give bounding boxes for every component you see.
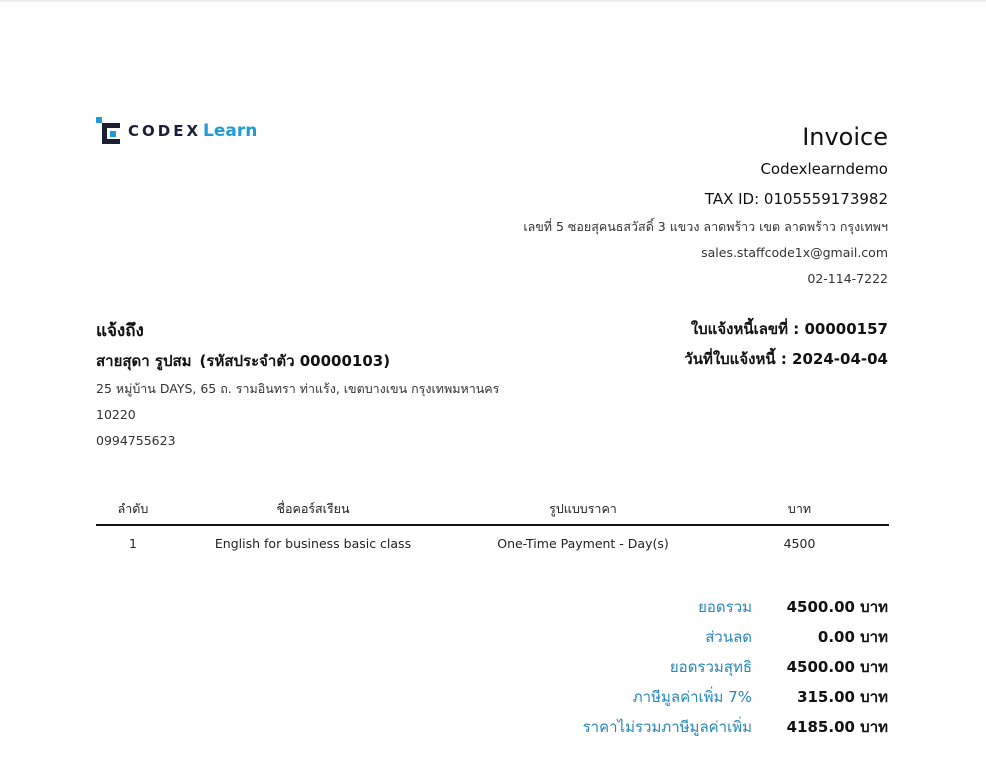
tax-id: TAX ID: 0105559173982 bbox=[704, 190, 888, 208]
invoice-date: วันที่ใบแจ้งหนี้ : 2024-04-04 bbox=[684, 350, 888, 368]
document-title: Invoice bbox=[802, 123, 888, 151]
cell-course-name: English for business basic class bbox=[214, 535, 412, 551]
cell-index: 1 bbox=[129, 535, 137, 551]
net-total-value: 4500.00 บาท bbox=[786, 658, 888, 676]
company-email: sales.staffcode1x@gmail.com bbox=[701, 245, 888, 260]
header-course-name: ชื่อคอร์สเรียน bbox=[170, 494, 456, 525]
total-row-discount bbox=[583, 622, 888, 652]
net-total-label: ยอดรวมสุทธิ bbox=[669, 658, 752, 676]
logo-text-learn: Learn bbox=[203, 121, 258, 141]
customer-name: สายสุดา รูปสม bbox=[96, 352, 192, 370]
cell-price-type: One-Time Payment - Day(s) bbox=[497, 535, 669, 551]
vat-label: ภาษีมูลค่าเพิ่ม 7% bbox=[632, 688, 752, 706]
header-price-type: รูปแบบราคา bbox=[456, 494, 710, 525]
top-divider bbox=[0, 0, 986, 2]
subtotal-value: 4500.00 บาท bbox=[786, 598, 888, 616]
company-phone: 02-114-7222 bbox=[807, 271, 888, 286]
invoice-number: ใบแจ้งหนี้เลขที่ : 00000157 bbox=[690, 320, 888, 338]
pre-vat-label: ราคาไม่รวมภาษีมูลค่าเพิ่ม bbox=[582, 718, 752, 736]
customer-phone: 0994755623 bbox=[96, 433, 176, 448]
items-table bbox=[96, 494, 889, 560]
subtotal-label: ยอดรวม bbox=[698, 598, 752, 616]
logo-text-codex: CODEX bbox=[128, 122, 202, 140]
company-logo bbox=[96, 116, 257, 146]
header-index: ลำดับ bbox=[96, 494, 170, 525]
bill-to-title: แจ้งถึง bbox=[96, 321, 144, 341]
company-name: Codexlearndemo bbox=[760, 160, 888, 178]
customer-address: 25 หมู่บ้าน DAYS, 65 ถ. รามอินทรา ท่าแร้ง, เขตบางเขน กรุงเทพมหานคร bbox=[96, 381, 500, 396]
cell-amount: 4500 bbox=[783, 535, 816, 551]
customer-postcode: 10220 bbox=[96, 407, 136, 422]
header-amount: บาท bbox=[710, 494, 889, 525]
customer-line bbox=[96, 350, 499, 372]
company-info bbox=[523, 120, 888, 288]
total-row-vat bbox=[583, 682, 888, 712]
customer-code: (รหัสประจำตัว 00000103) bbox=[199, 352, 391, 370]
bill-to-section bbox=[96, 318, 499, 450]
vat-value: 315.00 บาท bbox=[797, 688, 888, 706]
company-address: เลขที่ 5 ซอยสุคนธสวัสดิ์ 3 แขวง ลาดพร้าว เขต ลาดพร้าว กรุงเทพฯ bbox=[523, 219, 888, 234]
discount-label: ส่วนลด bbox=[705, 628, 752, 646]
table-header-row bbox=[96, 494, 889, 525]
total-row-net bbox=[583, 652, 888, 682]
invoice-meta bbox=[684, 318, 888, 370]
discount-value: 0.00 บาท bbox=[817, 628, 888, 646]
pre-vat-value: 4185.00 บาท bbox=[786, 718, 888, 736]
totals-section bbox=[583, 592, 888, 742]
total-row-pre-vat bbox=[583, 712, 888, 742]
codex-logo-icon bbox=[96, 117, 122, 145]
table-row bbox=[96, 525, 889, 560]
total-row-subtotal bbox=[583, 592, 888, 622]
